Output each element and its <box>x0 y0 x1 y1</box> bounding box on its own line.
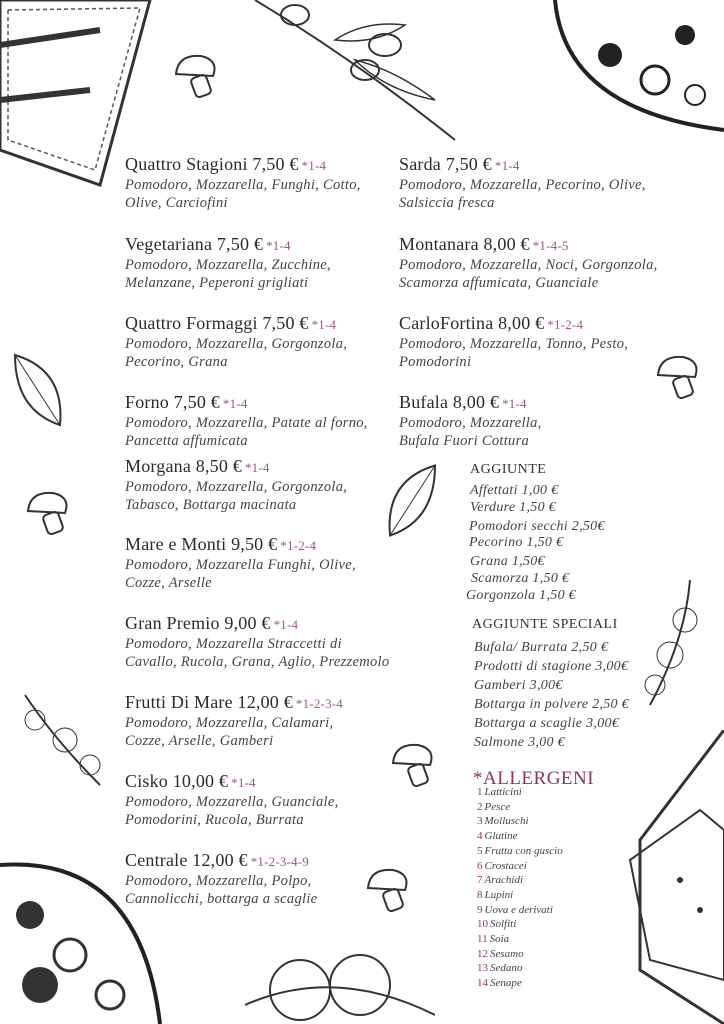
allergen-item <box>477 860 527 872</box>
pizza-name: Bufala <box>399 392 449 412</box>
allergen-item <box>477 918 516 930</box>
allergen-item <box>477 874 523 886</box>
allergen-item <box>477 933 509 945</box>
pizza-ingredients: Pomodoro, Mozzarella Straccetti di <box>125 636 342 652</box>
menu-item-title <box>399 234 679 256</box>
pizza-ingredients: Pomodoro, Mozzarella, Pecorino, Olive, <box>399 177 646 193</box>
pizza-name: Montanara <box>399 234 479 254</box>
pizza-price: 10,00 € <box>172 771 229 791</box>
pizza-name: Vegetariana <box>125 234 213 254</box>
allergen-name: Solfiti <box>490 918 517 931</box>
allergen-number: 8 <box>477 888 483 901</box>
pizza-ingredients: Pomodoro, Mozzarella, <box>399 415 542 431</box>
allergen-codes: *1-4 <box>222 396 248 411</box>
allergen-name: Frutta con guscio <box>484 844 563 857</box>
allergen-name: Soia <box>489 933 510 945</box>
allergen-number: 7 <box>477 874 483 887</box>
pizza-ingredients: Cozze, Arselle <box>125 575 212 591</box>
pizza-price: 8,00 € <box>452 392 500 412</box>
pizza-ingredients: Salsiccia fresca <box>399 195 495 211</box>
menu-item <box>399 313 679 371</box>
menu-item-title <box>125 771 405 793</box>
addon-item: Pecorino 1,50 € <box>469 535 564 550</box>
pizza-ingredients: Cannolicchi, bottarga a scaglie <box>125 891 318 907</box>
allergen-name: Sedano <box>490 962 523 975</box>
parsley-icon <box>630 580 720 710</box>
allergen-name: Sesamo <box>490 947 524 960</box>
addon-item: Grana 1,50€ <box>470 554 545 569</box>
allergen-number: 10 <box>477 918 488 931</box>
allergen-item <box>477 977 522 989</box>
pizza-name: CarloFortina <box>399 313 494 333</box>
menu-item-title <box>399 392 679 414</box>
menu-item <box>399 154 679 212</box>
allergen-codes: *1-4 <box>244 460 270 475</box>
addon-item: Verdure 1,50 € <box>470 500 556 515</box>
allergen-number: 14 <box>477 977 488 990</box>
pizza-price: 9,00 € <box>224 613 271 633</box>
special-addon-item: Bottarga in polvere 2,50 € <box>474 697 629 712</box>
allergen-number: 11 <box>477 933 488 945</box>
pizza-icon <box>545 0 724 140</box>
pizza-ingredients: Pomodoro, Mozzarella, Calamari, <box>125 715 334 731</box>
allergen-codes: *1-4 <box>502 396 527 411</box>
aggiunte-speciali-heading: AGGIUNTE SPECIALI <box>472 617 618 632</box>
addon-item: Affettati 1,00 € <box>470 483 559 498</box>
menu-item <box>399 392 679 450</box>
menu-item-title <box>125 392 405 414</box>
special-addon-item: Prodotti di stagione 3,00€ <box>474 659 629 674</box>
pizza-name: Centrale <box>125 850 188 870</box>
allergen-name: Uova e derivati <box>484 903 553 916</box>
allergeni-heading: *ALLERGENI <box>473 768 595 789</box>
allergen-name: Arachidi <box>484 874 523 887</box>
allergen-item <box>477 948 524 960</box>
allergen-item <box>477 845 563 857</box>
allergen-number: 5 <box>477 844 483 857</box>
pizza-price: 7,50 € <box>252 154 299 174</box>
pizza-ingredients: Pomodoro, Mozzarella Funghi, Olive, <box>125 557 356 573</box>
allergen-codes: *1-4 <box>231 775 256 790</box>
pizza-price: 7,50 € <box>173 392 220 412</box>
pizza-name: Frutti Di Mare <box>125 692 233 712</box>
menu-item-title <box>125 154 405 176</box>
allergen-codes: *1-2-4 <box>280 538 317 553</box>
pizza-name: Gran Premio <box>125 613 220 633</box>
allergen-codes: *1-2-3-4-9 <box>250 854 310 869</box>
menu-item <box>399 234 679 292</box>
allergen-item <box>477 962 522 974</box>
allergen-number: 9 <box>477 903 483 916</box>
addon-item: Pomodori secchi 2,50€ <box>469 519 605 534</box>
allergen-name: Lupini <box>484 888 514 901</box>
pizza-name: Forno <box>125 392 170 412</box>
menu-item-title <box>125 313 405 335</box>
pizza-ingredients: Bufala Fuori Cottura <box>399 433 530 449</box>
pizza-ingredients: Pomodoro, Mozzarella, Tonno, Pesto, <box>399 336 629 352</box>
menu-item <box>125 234 405 292</box>
pizza-ingredients: Melanzane, Peperoni grigliati <box>125 275 309 291</box>
pizza-ingredients: Pomodoro, Mozzarella, Polpo, <box>125 873 312 889</box>
menu-item-title <box>399 154 679 176</box>
allergen-item <box>477 801 510 813</box>
pizza-ingredients: Pancetta affumicata <box>125 433 248 449</box>
special-addon-item: Bufala/ Burrata 2,50 € <box>474 640 609 655</box>
pizza-name: Quattro Formaggi <box>125 313 258 333</box>
allergen-item <box>477 815 529 827</box>
allergen-name: Latticini <box>484 786 522 798</box>
allergen-number: 12 <box>477 947 488 960</box>
pizza-ingredients: Cozze, Arselle, Gamberi <box>125 733 274 749</box>
allergen-codes: *1-4 <box>494 158 520 173</box>
pizza-price: 12,00 € <box>192 850 248 870</box>
pizza-ingredients: Pomodoro, Mozzarella, Funghi, Cotto, <box>125 177 361 193</box>
menu-item <box>125 613 405 671</box>
allergen-number: 13 <box>477 962 488 975</box>
special-addon-item: Salmone 3,00 € <box>474 735 565 750</box>
menu-item-title <box>125 456 405 478</box>
menu-item-title <box>125 534 405 556</box>
allergen-name: Senape <box>490 977 522 990</box>
pizza-name: Quattro Stagioni <box>125 154 248 174</box>
allergen-codes: *1-4 <box>311 317 337 332</box>
menu-item-title <box>125 850 405 872</box>
allergen-item <box>477 786 522 798</box>
pizza-price: 12,00 € <box>237 692 293 712</box>
menu-item <box>125 771 405 829</box>
pizza-name: Morgana <box>125 456 192 476</box>
menu-item <box>125 392 405 450</box>
allergen-item <box>477 830 518 842</box>
menu-item-title <box>125 234 405 256</box>
allergen-number: 1 <box>477 786 483 798</box>
allergen-item <box>477 889 513 901</box>
pizza-name: Sarda <box>399 154 441 174</box>
pizza-ingredients: Pomodoro, Mozzarella, Gorgonzola, <box>125 336 348 352</box>
allergen-codes: *1-4 <box>273 617 299 632</box>
allergen-name: Crostacei <box>484 859 527 872</box>
basil-leaf-icon <box>10 350 65 430</box>
pizza-price: 7,50 € <box>262 313 309 333</box>
mushroom-icon <box>25 488 75 538</box>
addon-item: Scamorza 1,50 € <box>471 571 570 586</box>
special-addon-item: Gamberi 3,00€ <box>474 678 563 693</box>
allergen-name: Molluschi <box>484 815 529 828</box>
allergen-item <box>477 904 553 916</box>
allergen-codes: *1-2-4 <box>547 317 584 332</box>
allergen-name: Pesce <box>484 800 511 813</box>
menu-item <box>125 313 405 371</box>
pizza-ingredients: Cavallo, Rucola, Grana, Aglio, Prezzemolo <box>125 654 390 670</box>
menu-item <box>125 534 405 592</box>
pizza-ingredients: Pomodoro, Mozzarella, Guanciale, <box>125 794 339 810</box>
menu-item <box>125 692 405 750</box>
menu-item-title <box>125 692 405 714</box>
addon-item: Gorgonzola 1,50 € <box>466 588 576 603</box>
pizza-ingredients: Pomodoro, Mozzarella, Noci, Gorgonzola, <box>399 257 658 273</box>
pizza-ingredients: Pomodoro, Mozzarella, Patate al forno, <box>125 415 368 431</box>
allergen-number: 4 <box>477 830 483 843</box>
menu-item <box>125 456 405 514</box>
parsley-icon <box>15 690 110 790</box>
pizza-price: 8,50 € <box>195 456 242 476</box>
allergen-codes: *1-4 <box>266 238 291 253</box>
menu-item <box>125 850 405 908</box>
menu-item-title <box>125 613 405 635</box>
menu-item-title <box>399 313 679 335</box>
pizza-price: 9,50 € <box>231 534 278 554</box>
pizza-ingredients: Pomodorini, Rucola, Burrata <box>125 812 304 828</box>
pizza-name: Mare e Monti <box>125 534 227 554</box>
pizza-name: Cisko <box>125 771 169 791</box>
allergen-codes: *1-2-3-4 <box>295 696 343 711</box>
cheese-board-icon <box>600 730 724 1024</box>
allergen-number: 3 <box>477 815 483 828</box>
tomato-icon <box>245 945 435 1024</box>
allergen-name: Glutine <box>484 830 518 843</box>
pizza-price: 8,00 € <box>498 313 545 333</box>
pizza-ingredients: Pomodoro, Mozzarella, Gorgonzola, <box>125 479 348 495</box>
pizza-price: 7,50 € <box>445 154 492 174</box>
pizza-price: 8,00 € <box>483 234 530 254</box>
special-addon-item: Bottarga a scaglie 3,00€ <box>474 716 620 731</box>
pizza-ingredients: Tabasco, Bottarga macinata <box>125 497 297 513</box>
pizza-ingredients: Olive, Carciofini <box>125 195 228 211</box>
pizza-ingredients: Pomodorini <box>399 354 472 370</box>
allergen-codes: *1-4 <box>301 158 327 173</box>
pizza-ingredients: Pecorino, Grana <box>125 354 228 370</box>
olive-branch-icon <box>235 0 465 150</box>
pizza-ingredients: Scamorza affumicata, Guanciale <box>399 275 599 291</box>
allergen-number: 6 <box>477 859 483 872</box>
allergen-number: 2 <box>477 800 483 813</box>
pizza-ingredients: Pomodoro, Mozzarella, Zucchine, <box>125 257 331 273</box>
allergen-codes: *1-4-5 <box>532 238 569 253</box>
menu-item <box>125 154 405 212</box>
mushroom-icon <box>173 52 223 100</box>
aggiunte-heading: AGGIUNTE <box>470 462 547 477</box>
pizza-price: 7,50 € <box>216 234 264 254</box>
